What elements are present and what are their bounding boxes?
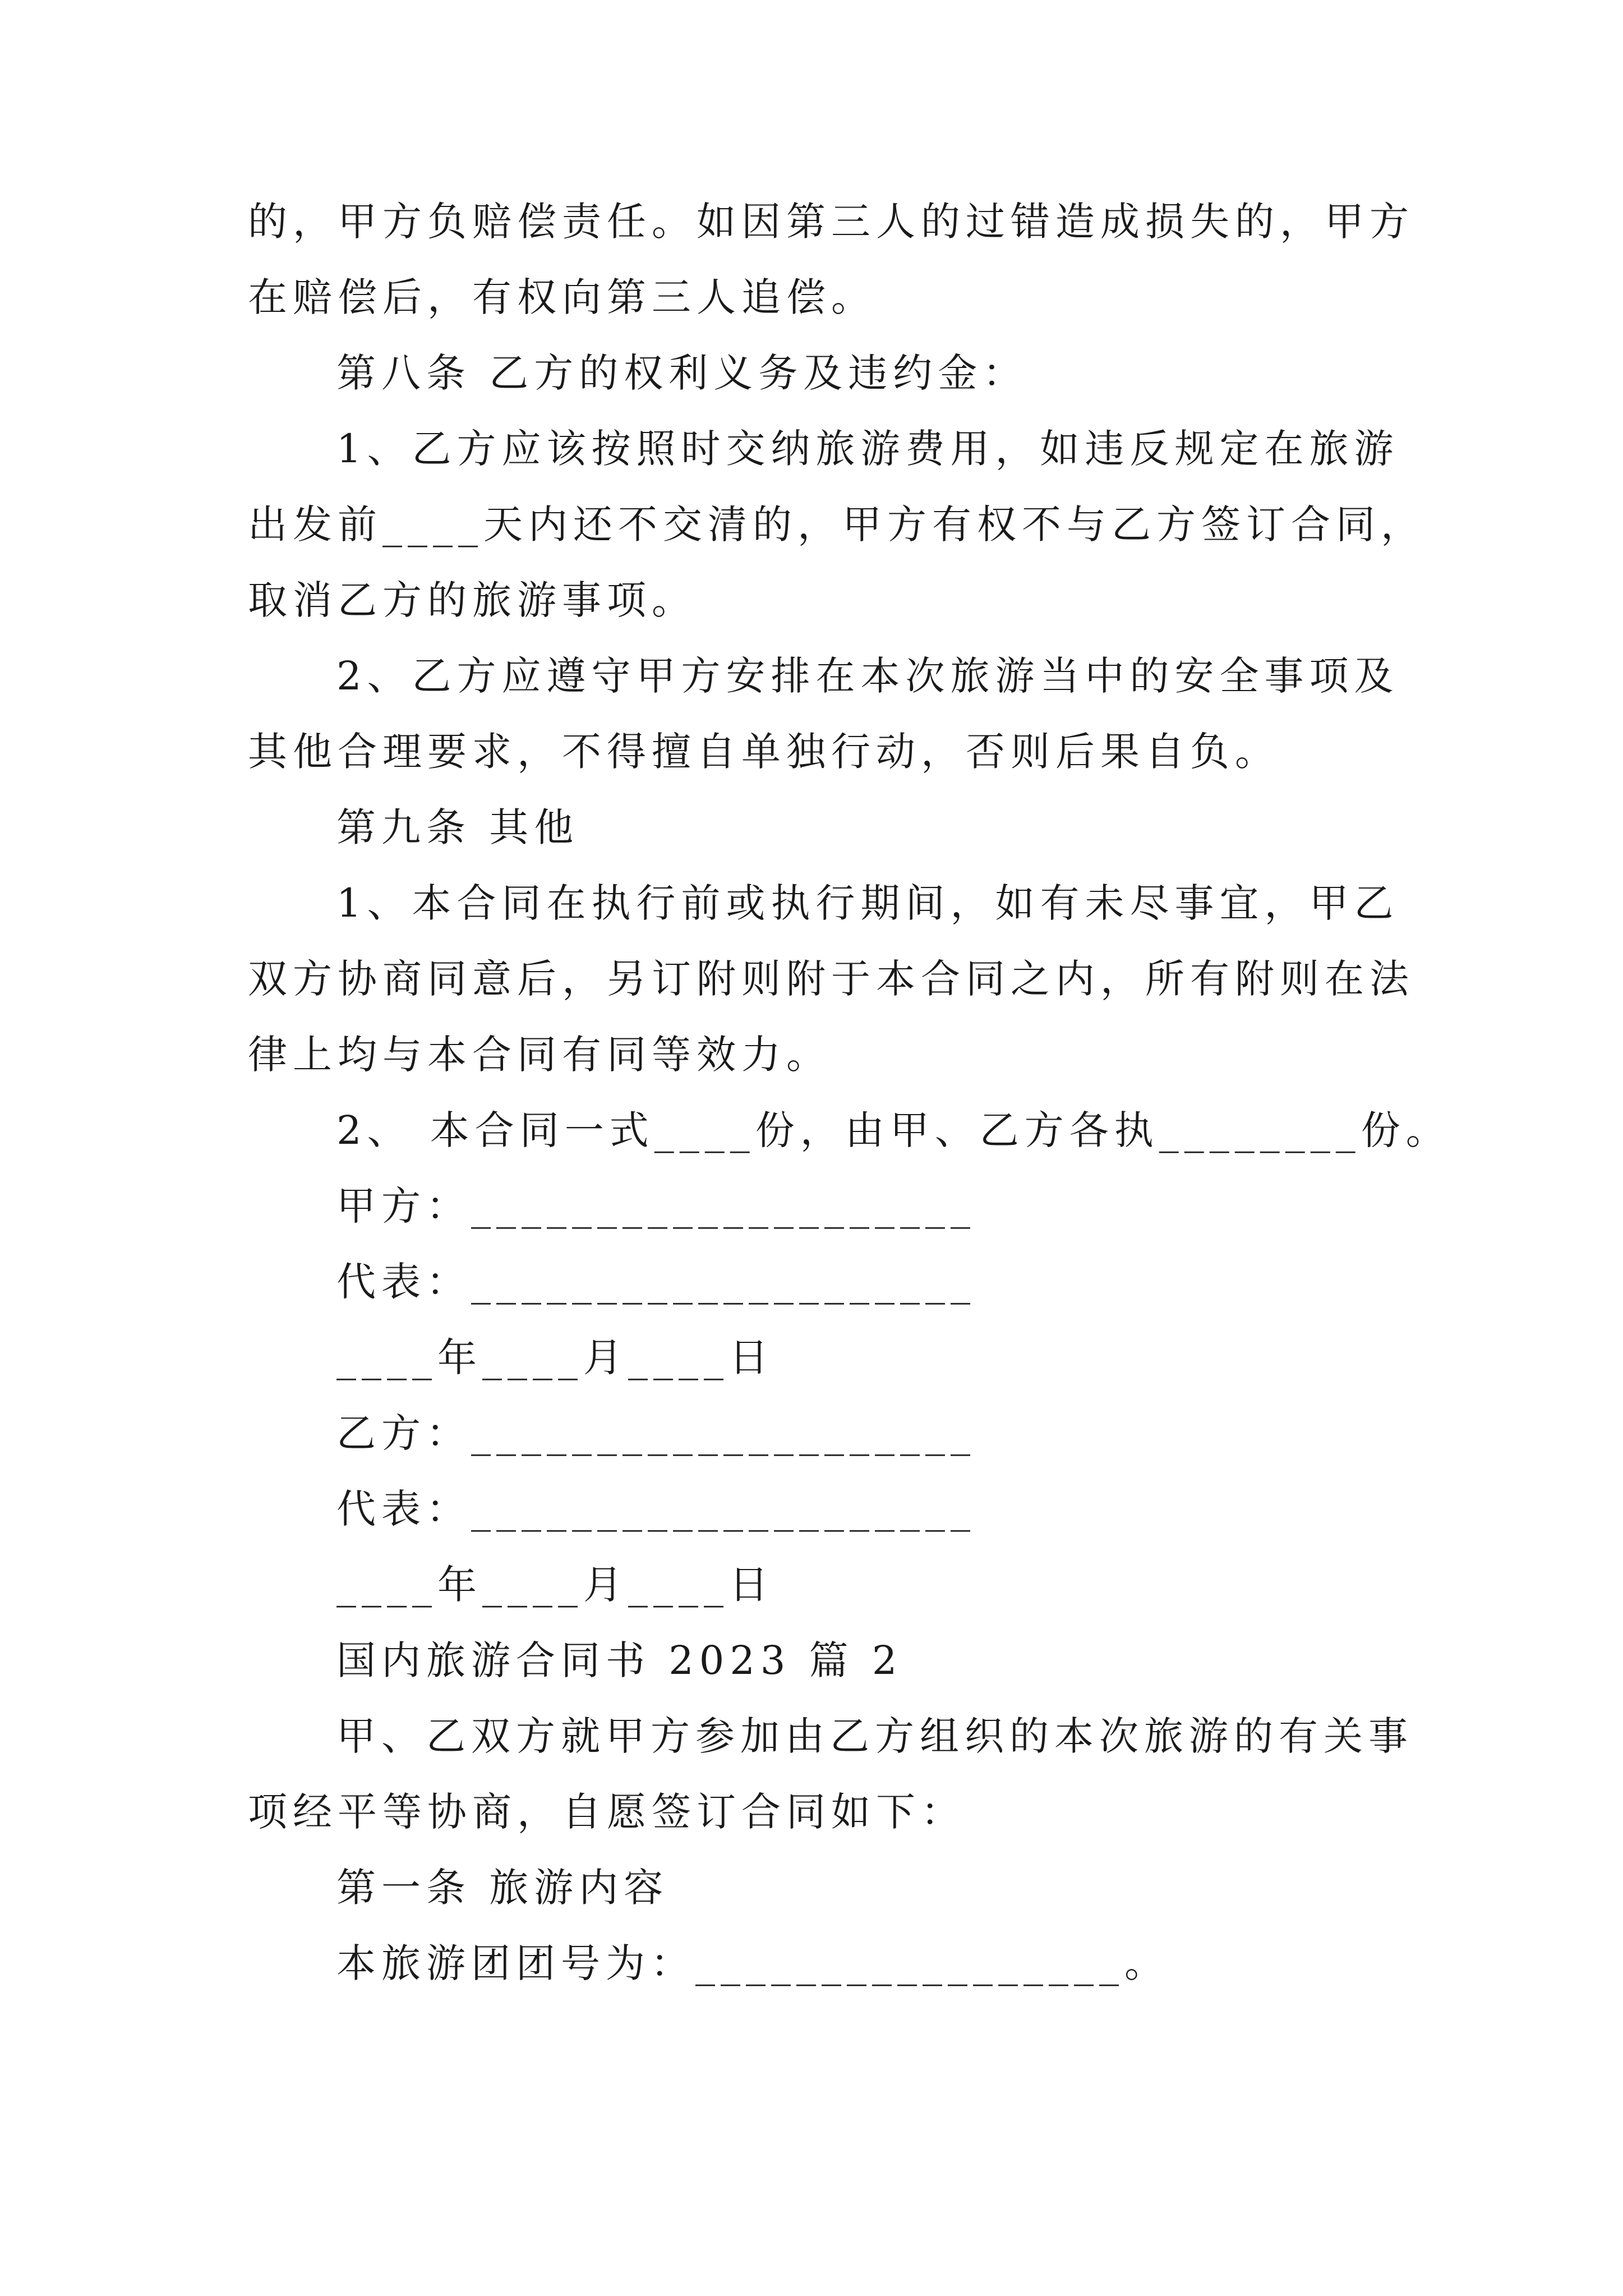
text-line: 2、 本合同一式____份，由甲、乙方各执________份。 xyxy=(336,1107,1451,1153)
text-line: 其他合理要求，不得擅自单独行动，否则后果自负。 xyxy=(248,729,1280,775)
text-line: 1、乙方应该按照时交纳旅游费用，如违反规定在旅游 xyxy=(336,426,1399,472)
text-line: 的，甲方负赔偿责任。如因第三人的过错造成损失的，甲方 xyxy=(248,199,1414,245)
text-line: 项经平等协商，自愿签订合同如下： xyxy=(248,1789,966,1835)
date-field: ____年____月____日 xyxy=(336,1562,774,1608)
signature-field: 代表：____________________ xyxy=(336,1259,976,1305)
text-line: 取消乙方的旅游事项。 xyxy=(248,577,697,623)
section-heading: 第八条 乙方的权利义务及违约金： xyxy=(336,350,1028,396)
text-line: 在赔偿后，有权向第三人追偿。 xyxy=(248,274,876,320)
text-line: 本旅游团团号为：_________________。 xyxy=(336,1940,1169,1986)
text-line: 甲、乙双方就甲方参加由乙方组织的本次旅游的有关事 xyxy=(336,1713,1413,1759)
text-line: 2、乙方应遵守甲方安排在本次旅游当中的安全事项及 xyxy=(336,653,1399,699)
date-field: ____年____月____日 xyxy=(336,1335,774,1381)
text-line: 出发前____天内还不交清的，甲方有权不与乙方签订合同， xyxy=(248,501,1426,547)
text-line: 1、本合同在执行前或执行期间，如有未尽事宜，甲乙 xyxy=(336,880,1399,926)
signature-field: 乙方：____________________ xyxy=(336,1410,976,1456)
section-heading: 第九条 其他 xyxy=(336,804,579,850)
text-line: 双方协商同意后，另订附则附于本合同之内，所有附则在法 xyxy=(248,956,1414,1002)
document-title: 国内旅游合同书 2023 篇 2 xyxy=(336,1637,903,1683)
section-heading: 第一条 旅游内容 xyxy=(336,1865,669,1911)
signature-field: 代表：____________________ xyxy=(336,1486,976,1532)
text-line: 律上均与本合同有同等效力。 xyxy=(248,1032,831,1078)
signature-field: 甲方：____________________ xyxy=(336,1183,976,1229)
